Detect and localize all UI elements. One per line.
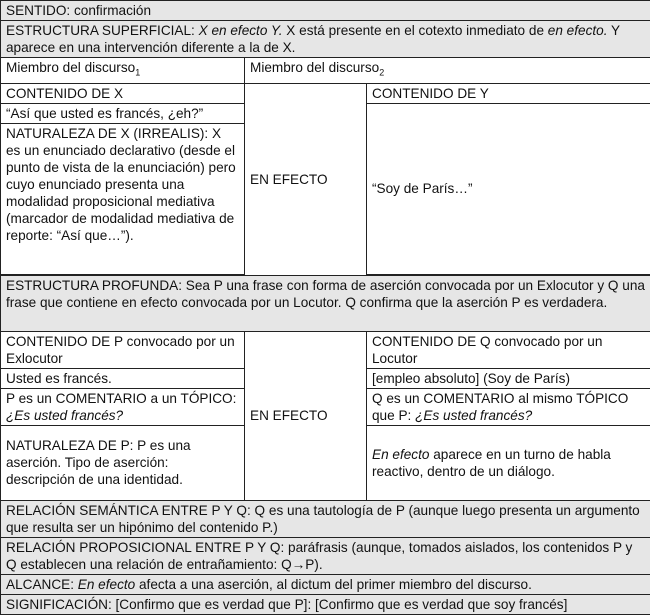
en-efecto-note xyxy=(367,425,650,500)
sentido-row xyxy=(1,1,650,21)
en-efecto-note-italic: En efecto xyxy=(372,446,430,462)
naturaleza-x: NATURALEZA DE X (IRREALIS): X es un enunciado declarativo (desde el punto de vista de la enunciación) pero cuyo enunciado presenta una modalidad proposicional mediativa (marcador de modalidad mediativa de reporte: “Así que…”). xyxy=(1,123,245,274)
alcance-text: afecta a una aserción, al dictum del primer miembro del discurso. xyxy=(135,576,532,592)
sentido-label: SENTIDO: xyxy=(6,3,71,18)
contenido-x-value: “Así que usted es francés, ¿eh?” xyxy=(1,103,245,123)
contenido-p-header: CONTENIDO DE P convocado por un Exlocutor xyxy=(1,331,245,368)
relacion-proposicional: RELACIÓN PROPOSICIONAL ENTRE P Y Q: paráfrasis (aunque, tomados aislados, los contenidos P y Q establecen una relación de entrañamiento: Q→P). xyxy=(1,537,650,574)
comentario-q-topico: ¿Es usted francés? xyxy=(415,407,533,423)
alcance-italic: En efecto xyxy=(77,576,136,592)
miembro-2-sub: 2 xyxy=(379,67,385,78)
miembro-1-label: Miembro del discurso xyxy=(6,60,136,75)
contenido-q-value: [empleo absoluto] (Soy de París) xyxy=(367,368,650,388)
miembro-1-header xyxy=(1,58,245,84)
estructura-superficial-label: ESTRUCTURA SUPERFICIAL: xyxy=(6,23,195,38)
significacion: SIGNIFICACIÓN: [Confirmo que es verdad que P]: [Confirmo que es verdad que soy francés] xyxy=(1,594,650,614)
contenido-q-header: CONTENIDO DE Q convocado por un Locutor xyxy=(367,331,650,368)
estructura-superficial xyxy=(1,21,650,58)
en-efecto-note-text: aparece en un turno de habla reactivo, dentro de un diálogo. xyxy=(372,446,611,479)
alcance-label: ALCANCE: xyxy=(6,576,78,592)
miembro-2-header xyxy=(245,58,650,84)
estructura-superficial-text: X está presente en el cotexto inmediato de xyxy=(282,23,548,38)
contenido-y-value: “Soy de París…” xyxy=(367,103,650,274)
en-efecto-marker-1: EN EFECTO xyxy=(245,83,367,275)
contenido-p-value: Usted es francés. xyxy=(1,368,245,388)
comentario-p-topico: ¿Es usted francés? xyxy=(6,407,124,423)
comentario-q-text: Q es un COMENTARIO al mismo TÓPICO que P: xyxy=(372,390,629,423)
en-efecto-marker-2: EN EFECTO xyxy=(245,331,367,500)
miembro-2-label: Miembro del discurso xyxy=(250,60,380,75)
comentario-p xyxy=(1,388,245,425)
contenido-x-header: CONTENIDO DE X xyxy=(1,83,245,103)
relacion-semantica: RELACIÓN SEMÁNTICA ENTRE P Y Q: Q es una tautología de P (aunque luego presenta un argumento que resulta ser un hipónimo del contenido P.) xyxy=(1,500,650,537)
contenido-y-header: CONTENIDO DE Y xyxy=(367,83,650,103)
estructura-profunda: ESTRUCTURA PROFUNDA: Sea P una frase con forma de aserción convocada por un Exlocutor y Q una frase que contiene en efecto convocada por un Locutor. Q confirma que la aserción P es verdadera. xyxy=(1,275,650,331)
comentario-q xyxy=(367,388,650,425)
estructura-superficial-text-2: Y aparece en una intervención diferente a la de X. xyxy=(6,23,620,55)
sentido-value: confirmación xyxy=(73,3,152,18)
comentario-p-text: P es un COMENTARIO a un TÓPICO: xyxy=(6,390,237,406)
miembro-1-sub: 1 xyxy=(135,67,141,78)
formula-text: X en efecto Y. xyxy=(198,23,283,38)
alcance xyxy=(1,574,650,594)
naturaleza-p: NATURALEZA DE P: P es una aserción. Tipo de aserción: descripción de una identidad. xyxy=(1,425,245,500)
en-efecto-italic: en efecto. xyxy=(547,23,608,38)
